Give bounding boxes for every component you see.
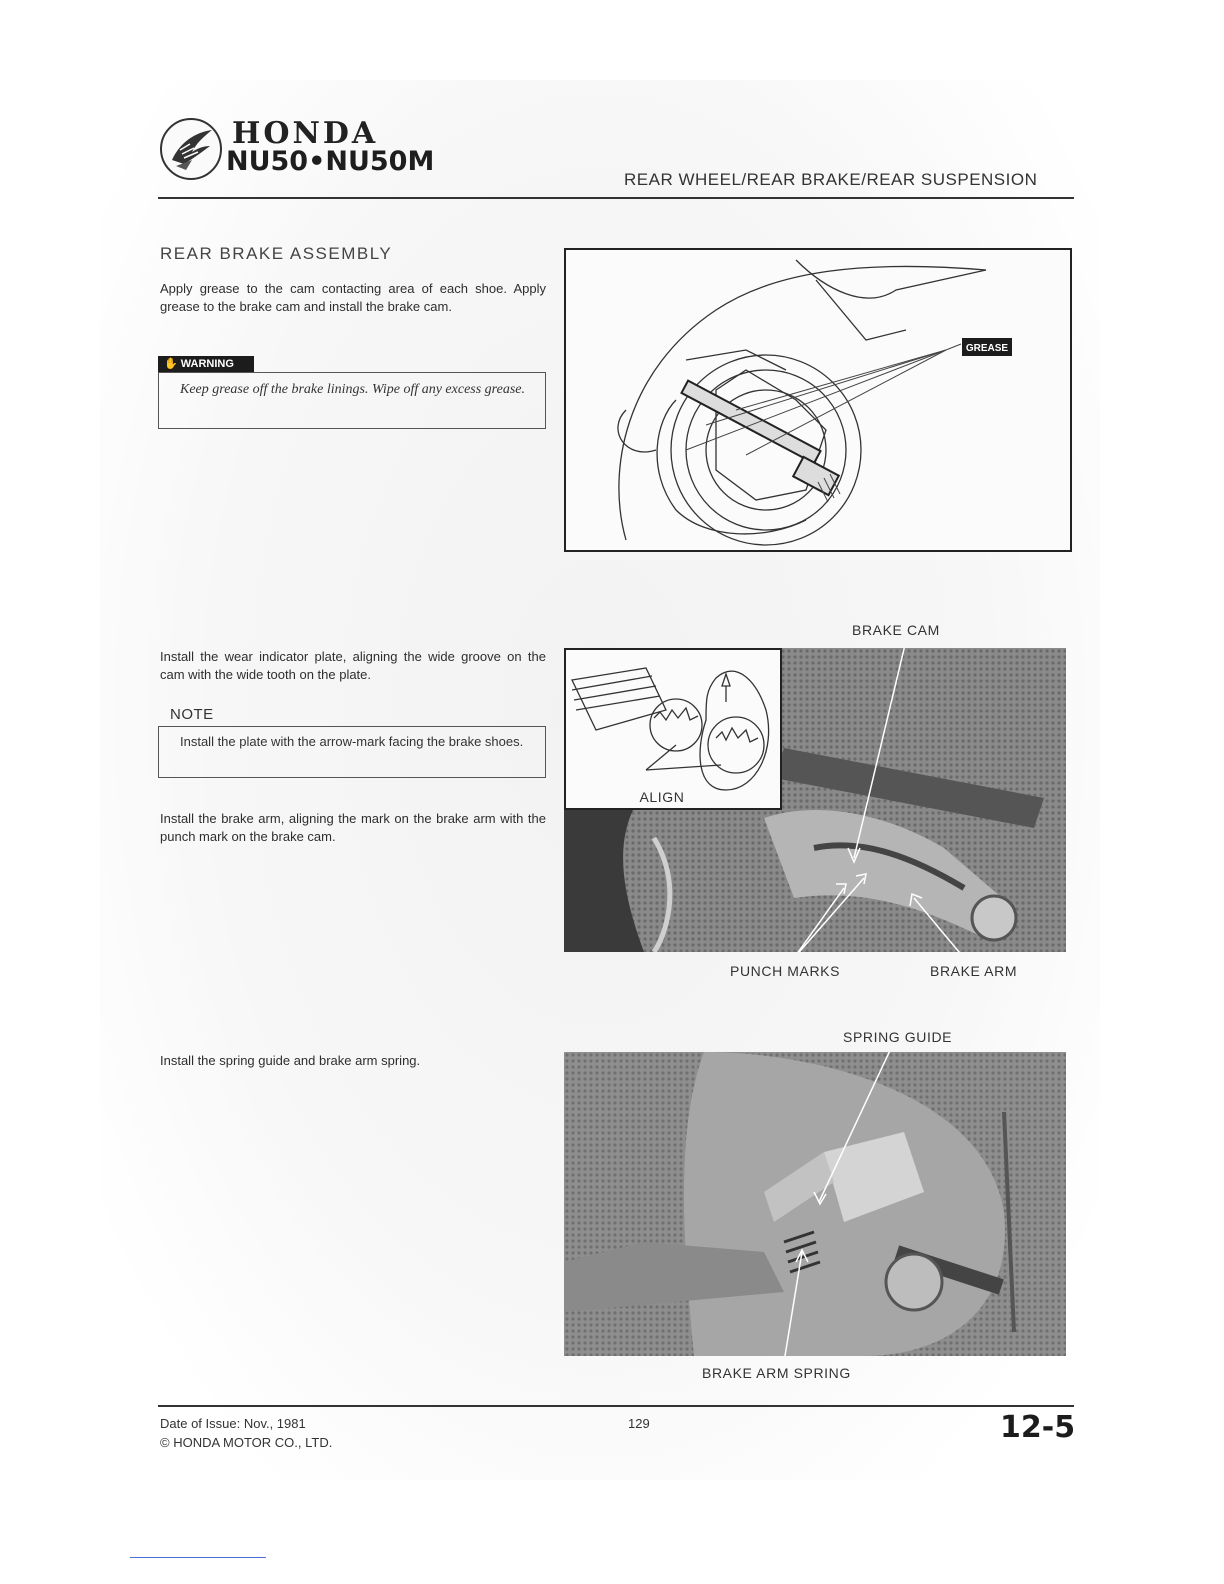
callout-punch-marks: PUNCH MARKS [730,963,841,979]
header-divider [158,197,1074,199]
section-heading: REAR BRAKE ASSEMBLY [160,244,393,263]
callout-spring-guide: SPRING GUIDE [843,1029,953,1045]
callout-brake-cam: BRAKE CAM [852,622,940,638]
footer-divider [158,1405,1074,1407]
step-grease-cam: Apply grease to the cam contacting area of each shoe. Apply grease to the brake cam and install the brake cam. [160,281,546,314]
warning-badge [158,356,254,373]
model-name: NU50•NU50M [226,146,435,177]
step-wear-indicator: Install the wear indicator plate, aligning the wide groove on the cam with the wide tooth on the plate. [160,649,546,682]
grease-tag-label: GREASE [965,343,1009,354]
callout-align: ALIGN [639,789,685,805]
align-inset-diagram [564,648,782,810]
brand-name: HONDA [232,116,379,151]
warning-label: WARNING [180,358,234,370]
step-spring-guide: Install the spring guide and brake arm spring. [160,1053,421,1068]
section-title: REAR WHEEL/REAR BRAKE/REAR SUSPENSION [624,170,1038,189]
callout-brake-arm: BRAKE ARM [930,963,1018,979]
note-label: NOTE [170,706,214,723]
copyright: © HONDA MOTOR CO., LTD. [160,1435,333,1450]
note-text: Install the plate with the arrow-mark facing the brake shoes. [180,734,524,749]
issue-date: Date of Issue: Nov., 1981 [160,1416,306,1431]
honda-wing-logo [160,118,222,180]
page-number: 129 [628,1416,650,1431]
callout-brake-arm-spring: BRAKE ARM SPRING [702,1365,851,1381]
link-underline [130,1557,266,1558]
warning-text: Keep grease off the brake linings. Wipe off any excess grease. [180,382,525,397]
grease-tag [962,338,1012,356]
spring-guide-photo [564,1052,1066,1356]
warning-hand-icon: ✋ [164,358,178,370]
step-brake-arm: Install the brake arm, aligning the mark on the brake arm with the punch mark on the brake cam. [160,811,546,844]
section-page-number: 12-5 [1000,1410,1076,1445]
brake-cam-illustration [564,248,1072,552]
